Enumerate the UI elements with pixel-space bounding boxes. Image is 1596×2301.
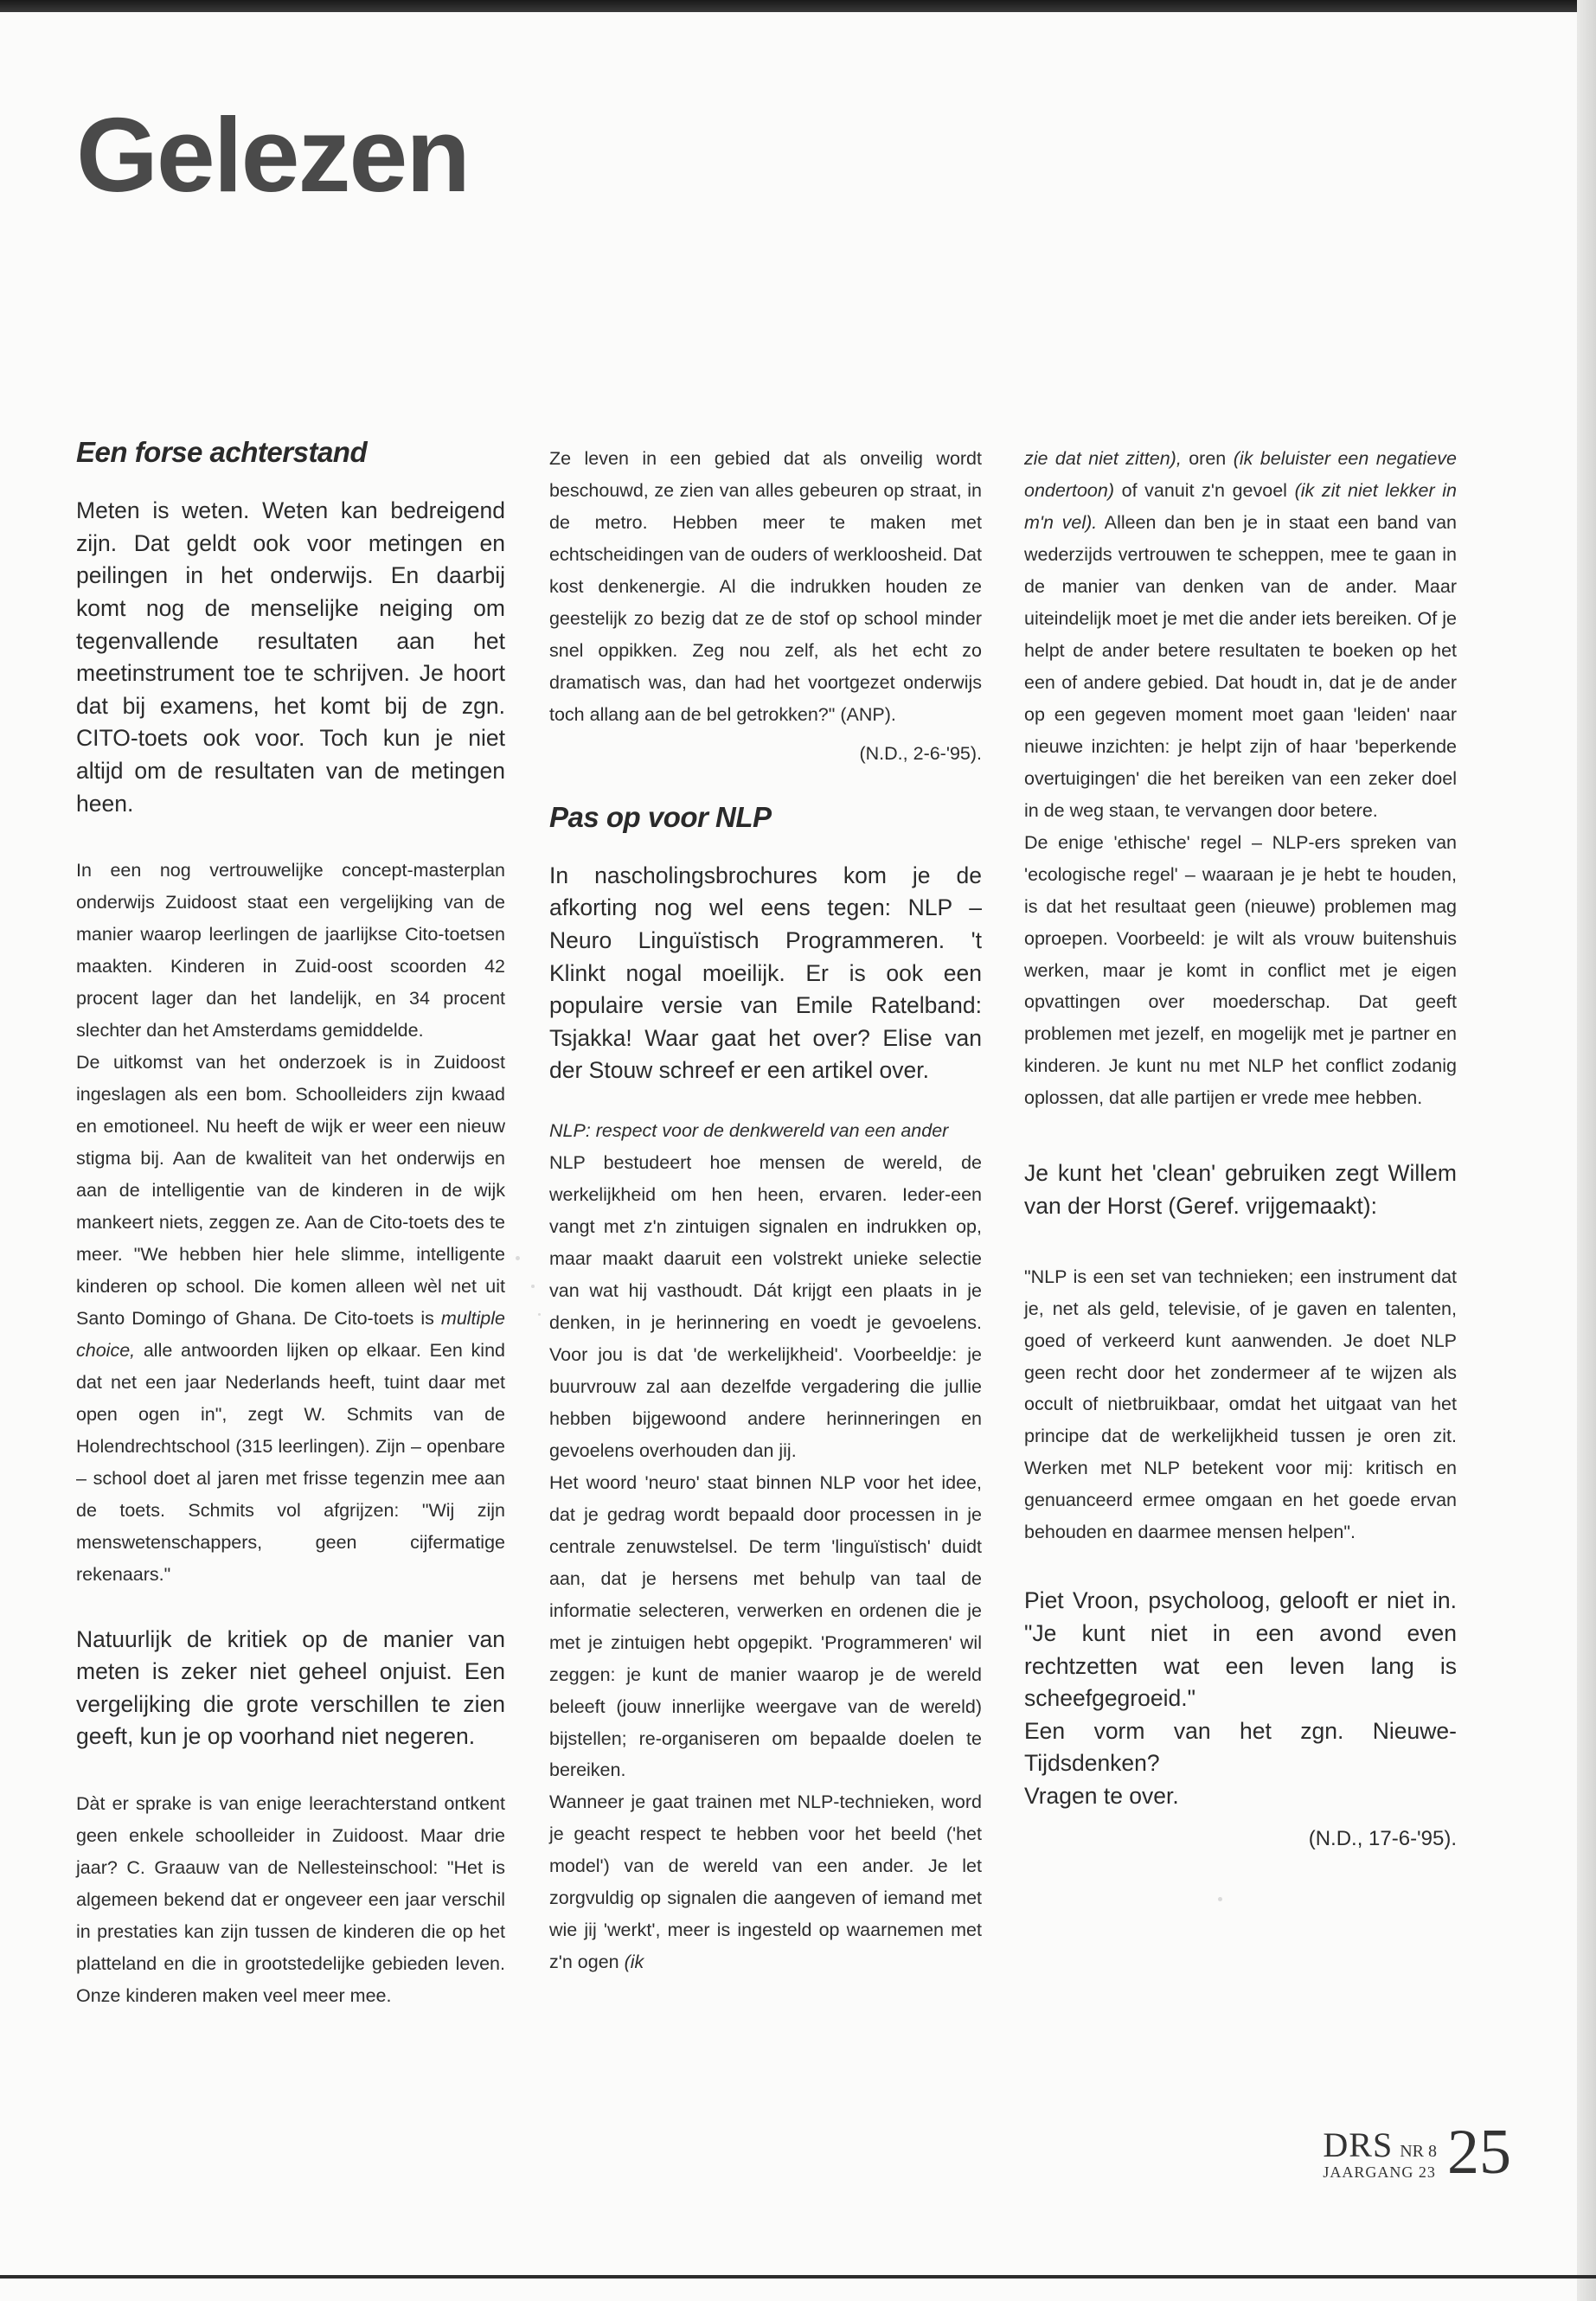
text-run: of vanuit z'n gevoel (1114, 479, 1295, 501)
article-lead-2: Piet Vroon, psycholoog, gelooft er niet in. "Je kunt niet in een avond even rechtzetten wat een leven lang is scheefgegroeid." (1024, 1587, 1457, 1712)
text-run: De uitkomst van het onderzoek is in Zuidoost ingeslagen als een bom. Schoolleiders zijn kwaad en emotioneel. Nu heeft de wijk er weer een nieuw stigma bij. Aan de kwaliteit van het onderwijs en aan de intelligentie van de kinderen in de wijk mankeert niets, zeggen ze. Aan de Cito-toets des te meer. "We hebben hier hele slimme, intelligente kinderen op school. Die komen alleen wèl net uit Santo Domingo of Ghana. De Cito-toets is (76, 1052, 505, 1329)
scan-speck (1218, 1897, 1222, 1901)
text-run-italic: multiple choice, (76, 1307, 505, 1361)
paragraph: In een nog vertrouwelijke concept-masterplan onderwijs Zuidoost staat een vergelijking van de manier waarop leerlingen de jaarlijkse Cito-toetsen maakten. Kinderen in Zuid-oost scoorden 42 procent lager dan het landelijk, en 34 procent slechter dan het Amsterdams gemiddelde. (76, 860, 505, 1042)
page-edge-shadow (1577, 0, 1596, 2301)
paragraph: Het woord 'neuro' staat binnen NLP voor het idee, dat je gedrag wordt bepaald door processen in je centrale zenuwstelsel. De term 'linguïstisch' duidt aan, dat je hersens met behulp van taal de informatie selecteren, verwerken en ordenen die je met je zintuigen hebt opgepikt. 'Programmeren' wil zeggen: je kunt de manier waarop je de wereld beleeft (jouw innerlijke weergave van de wereld) bijstellen; re-organiseren om bepaalde doelen te bereiken. (549, 1471, 982, 1781)
article-lead: In nascholingsbrochures kom je de afkorting nog wel eens tegen: NLP – Neuro Linguïstisch Programmeren. 't Klinkt nogal moeilijk. Er is ook een populaire versie van Emile Ratelband: Tsjakka! Waar gaat het over? Elise van der Stouw schreef er een artikel over. (549, 862, 982, 1084)
source-signoff: (N.D., 17-6-'95). (1308, 1826, 1457, 1850)
text-run-italic: (ik (624, 1952, 644, 1973)
column-2 (549, 443, 982, 1978)
text-run-italic: (ik zit niet lekker in m'n vel). (1024, 479, 1457, 533)
text-run: oren (1181, 448, 1234, 469)
quote-paragraph: "NLP is een set van technieken; een instrument dat je, net als geld, televisie, of je gaven en talenten, goed of verkeerd kunt aanwenden. Je doet NLP geen recht door het zondermeer af te wijzen als occult of nietbruikbaar, omdat het uitgaat van het principe dat de werkelijkheid tussen je oren zit. Werken met NLP betekent voor mij: kritisch en genuanceerd ermee omgaan en het goede ervan behouden en daarmee mensen helpen". (1024, 1266, 1457, 1543)
column-3 (1024, 443, 1457, 1851)
article-lead: Je kunt het 'clean' gebruiken zegt Willem van der Horst (Geref. vrijgemaakt): (1024, 1160, 1457, 1219)
page-title: Gelezen (76, 96, 469, 214)
scan-speck (538, 1313, 541, 1316)
scan-speck (531, 1285, 535, 1288)
text-run: Alleen dan ben je in staat een band van wederzijds vertrouwen te scheppen, mee te gaan in de manier van denken van de ander. Maar uiteindelijk moet je met die ander iets bereiken. Of je helpt de ander betere resultaten te boeken op het een of andere gebied. Dat houdt in, dat je de ander op een gegeven moment moet gaan 'leiden' naar nieuwe inzichten: je helpt zijn of haar 'beperkende overtuigingen' die het bereiken van een zeker doel in de weg staan, te vervangen door betere. (1024, 511, 1458, 821)
page-footer (1323, 2117, 1511, 2188)
bottom-rule (0, 2275, 1596, 2279)
column-1 (76, 424, 505, 2012)
page-number: 25 (1447, 2117, 1511, 2188)
paragraph (1024, 443, 1457, 827)
issue-number: NR 8 (1400, 2141, 1437, 2161)
text-run: alle antwoorden lijken op elkaar. Een kind dat net een jaar Nederlands heeft, tuint daar met open ogen in", zegt W. Schmits van de Holendrechtschool (315 leerlingen). Zijn – openbare – school doet al jaren met frisse tegenzin mee aan de toets. Schmits vol afgrijzen: "Wij zijn menswetenschappers, geen cijfermatige rekenaars." (76, 1339, 505, 1585)
paragraph: Ze leven in een gebied dat als onveilig wordt beschouwd, ze zien van alles gebeuren op straat, in de metro. Hebben meer te maken met echtscheidingen van de ouders of werkloosheid. Dat kost denkenergie. Al die indrukken houden ze geestelijk zo bezig dat ze de stof op school minder snel oppikken. Zeg nou zelf, als het echt zo dramatisch was, dan had het voortgezet onderwijs toch allang aan de bel getrokken?" (ANP). (549, 448, 982, 725)
top-rule (0, 0, 1596, 12)
volume-label: JAARGANG 23 (1323, 2163, 1436, 2181)
subheading: NLP: respect voor de denkwereld van een ander (549, 1120, 949, 1142)
paragraph (549, 1786, 982, 1978)
article-lead-3: Een vorm van het zgn. Nieuwe-Tijdsdenken? (1024, 1717, 1457, 1777)
article-heading-nlp: Pas op voor NLP (549, 800, 772, 833)
article-lead-2: Natuurlijk de kritiek op de manier van meten is zeker niet geheel onjuist. Een vergelijking die grote verschillen te zien geeft, kun je op voorhand niet negeren. (76, 1625, 505, 1750)
paragraph: Dàt er sprake is van enige leerachterstand ontkent geen enkele schoolleider in Zuidoost. Maar drie jaar? C. Graauw van de Nellesteinschool: "Het is algemeen bekend dat er ongeveer een jaar verschil in prestaties kan zijn tussen de kinderen die op het platteland en die in grootstedelijke gebieden leven. Onze kinderen maken veel meer mee. (76, 1793, 505, 2006)
article-lead-4: Vragen te over. (1024, 1783, 1179, 1810)
magazine-name: DRS (1323, 2125, 1394, 2164)
scan-speck (516, 1256, 520, 1260)
article-lead: Meten is weten. Weten kan bedreigend zijn. Dat geldt ook voor metingen en peilingen in het onderwijs. En daarbij komt nog de menselijke neiging om tegenvallende resultaten aan het meetinstrument toe te schrijven. Je hoort dat bij examens, het komt bij de zgn. CITO-toets ook voor. Toch kun je niet altijd om de resultaten van de metingen heen. (76, 497, 505, 817)
paragraph: NLP bestudeert hoe mensen de wereld, de werkelijkheid om hen heen, ervaren. Ieder-een vangt met z'n zintuigen signalen en indrukken op, maar maakt daaruit een volstrekt unieke selectie van wat hij vasthoudt. Dát krijgt een plaats in je denken, in je herinnering en voedt je gevoelens. Voor jou is dat 'de werkelijkheid'. Voorbeeldje: je buurvrouw zal aan dezelfde vergadering die jullie hebben bijgewoond andere herinneringen en gevoelens overhouden dan jij. (549, 1152, 982, 1461)
magazine-brand (1323, 2125, 1437, 2182)
article-heading-achterstand: Een forse achterstand (76, 436, 368, 468)
text-run: Wanneer je gaat trainen met NLP-technieken, word je geacht respect te hebben voor het beeld ('het model') van de wereld van een ander. Je let zorgvuldig op signalen die aangeven of iemand met wie jij 'werkt', meer is ingesteld op waarnemen met z'n ogen (549, 1791, 982, 1973)
text-run-italic: (ik beluister een negatieve ondertoon) (1024, 448, 1457, 501)
source-signoff: (N.D., 2-6-'95). (859, 742, 982, 764)
text-run-italic: zie dat niet zitten), (1024, 448, 1182, 469)
paragraph (76, 1047, 505, 1590)
paragraph: De enige 'ethische' regel – NLP-ers spreken van 'ecologische regel' – waaraan je je hebt te houden, is dat het resultaat geen (nieuwe) problemen mag oproepen. Voorbeeld: je wilt als vrouw buitenshuis werken, maar je komt in conflict met je eigen opvattingen over moederschap. Dat geeft problemen met jezelf, en mogelijk met je partner en kinderen. Je kunt nu met NLP het conflict zodanig oplossen, dat alle partijen er vrede mee hebben. (1024, 831, 1457, 1109)
